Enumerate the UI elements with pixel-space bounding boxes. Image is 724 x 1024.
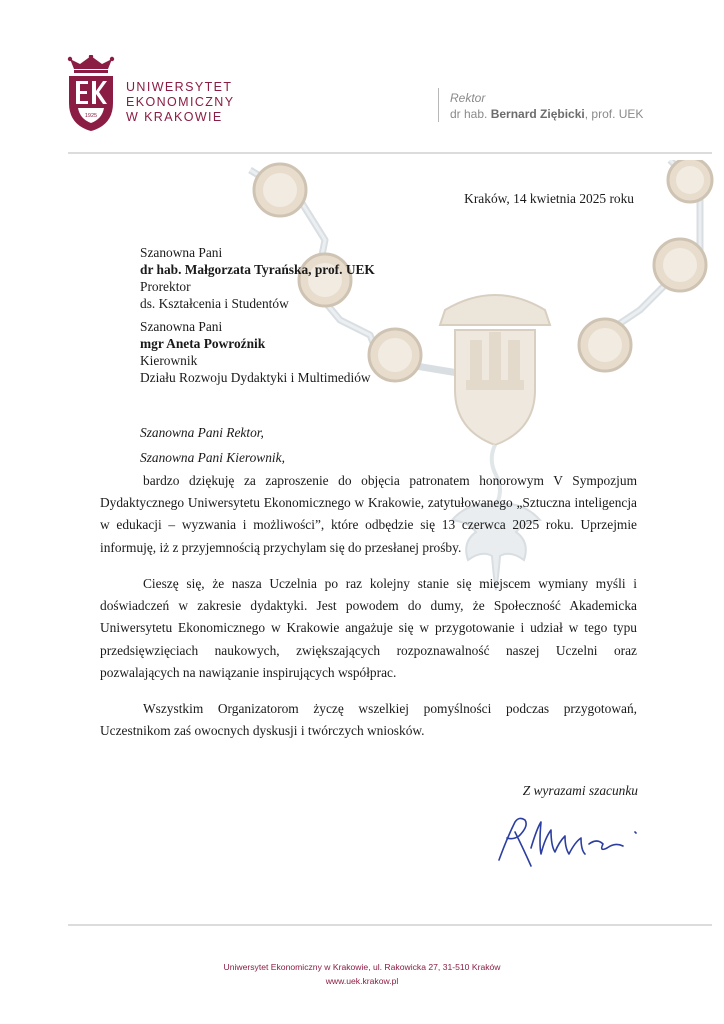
greeting-line: Szanowna Pani Rektor, [140, 425, 264, 440]
handwritten-signature [485, 808, 655, 870]
footer-website[interactable]: www.uek.krakow.pl [325, 976, 399, 986]
university-name-line: EKONOMICZNY [126, 95, 235, 109]
university-name [126, 80, 234, 125]
recipient-salutation: Szanowna Pani [140, 319, 223, 334]
recipient-address [140, 244, 375, 312]
paragraph-text: bardzo dziękuję za zaproszenie do objęcia patronatem honorowym V Sympozjum Dydaktycznego Uniwersytetu Ekonomicznego w Krakowie, zatytułowanego „Sztuczna inteligencja w edukacji – wyzwania i możliwości”, które odbędzie się 13 czerwca 2025 roku. Uprzejmie informuję, iż z przyjemnością przychylam się do przesłanej prośby. [100, 473, 637, 555]
paragraph-text: Wszystkim Organizatorom życzę wszelkiej pomyślności podczas przygotowań, Uczestnikom zaś owocnych dyskusji i twórczych wniosków. [100, 701, 637, 739]
recipient-salutation: Szanowna Pani [140, 245, 223, 260]
greeting-line: Szanowna Pani Kierownik, [140, 450, 285, 465]
footer [0, 960, 724, 988]
letter-paragraph [100, 698, 637, 742]
recipient-position: Prorektor [140, 279, 191, 294]
paragraph-text: Cieszę się, że nasza Uczelnia po raz kolejny stanie się miejscem wymiany myśli i doświadczeń w zakresie dydaktyki. Jest powodem do dumy, że Społeczność Akademicka Uniwersytetu Ekonomicznego w Krakowie angażuje się w przygotowanie i udział w tego typu przedsięwzięciach naukowych, zwiększających rozpoznawalność naszej Uczelni oraz pozwalających na nawiązanie inspirujących współprac. [100, 576, 637, 680]
letter-closing: Z wyrazami szacunku [522, 783, 638, 798]
recipient-address [140, 318, 371, 386]
rector-suffix: , prof. UEK [584, 107, 644, 121]
header-rule [68, 152, 712, 154]
recipient-position: Kierownik [140, 353, 198, 368]
recipient-name: dr hab. Małgorzata Tyrańska, prof. UEK [140, 262, 375, 277]
university-name-line: UNIWERSYTET [126, 80, 233, 94]
rector-title: Rektor [450, 91, 486, 105]
rector-line [450, 106, 643, 122]
footer-address: Uniwersytet Ekonomiczny w Krakowie, ul. Rakowicka 27, 31-510 Kraków [223, 962, 501, 972]
letter-paragraph [100, 573, 637, 684]
logo-year: 1925 [84, 113, 98, 119]
rector-chain-watermark [230, 160, 724, 630]
rector-prefix: dr hab. [450, 107, 488, 121]
rector-block [450, 90, 643, 122]
footer-rule [68, 924, 712, 926]
university-name-line: W KRAKOWIE [126, 110, 223, 124]
letter-greeting [140, 422, 285, 469]
recipient-unit: Działu Rozwoju Dydaktyki i Multimediów [140, 370, 371, 385]
letter-paragraph [100, 470, 637, 559]
letter-date: Kraków, 14 kwietnia 2025 roku [464, 191, 634, 206]
header-divider [438, 88, 439, 122]
recipient-name: mgr Aneta Powroźnik [140, 336, 266, 351]
recipient-unit: ds. Kształcenia i Studentów [140, 296, 289, 311]
rector-name: Bernard Ziębicki [490, 107, 585, 121]
university-logo [66, 55, 116, 133]
